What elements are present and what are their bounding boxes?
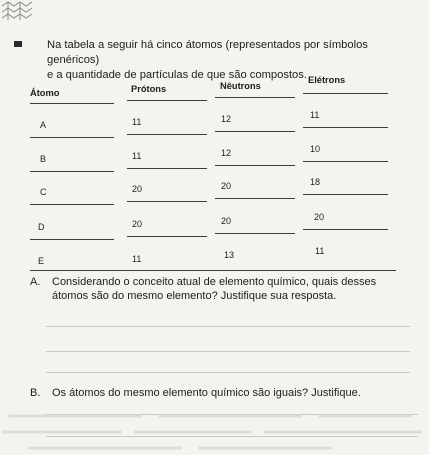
- row-rule: [127, 236, 207, 237]
- row-rule: [215, 165, 295, 166]
- header-rule: [30, 103, 114, 104]
- row-rule: [303, 161, 388, 162]
- question-b-letter: B.: [30, 387, 41, 399]
- question-b: [30, 386, 420, 400]
- header-rule: [303, 93, 388, 94]
- cell-eletrons-d: 20: [314, 212, 325, 222]
- header-neutrons: Nêutrons: [220, 81, 261, 91]
- cell-protons-d: 20: [132, 219, 143, 229]
- row-rule: [127, 168, 207, 169]
- row-rule: [303, 127, 388, 128]
- row-rule: [30, 171, 114, 172]
- cell-atom-d: D: [38, 222, 45, 232]
- atoms-table: [30, 74, 398, 274]
- cell-neutrons-c: 20: [221, 181, 232, 191]
- cell-eletrons-c: 18: [310, 177, 321, 187]
- row-rule: [215, 233, 295, 234]
- question-a-line-2: átomos são do mesmo elemento? Justifique sua resposta.: [52, 290, 337, 302]
- cell-eletrons-a: 11: [310, 110, 320, 120]
- row-rule: [215, 131, 295, 132]
- bleed-through-texture: [0, 404, 429, 455]
- header-atomo: Átomo: [30, 88, 60, 98]
- intro-line-2: e a quantidade de partículas de que são compostos.: [47, 69, 307, 81]
- cell-atom-e: E: [38, 256, 45, 266]
- cell-atom-c: C: [40, 187, 47, 197]
- answer-line: [46, 372, 410, 373]
- cell-neutrons-b: 12: [221, 148, 232, 158]
- header-rule: [127, 100, 207, 101]
- cell-protons-c: 20: [132, 184, 143, 194]
- row-rule: [303, 229, 388, 230]
- question-a-line-1: Considerando o conceito atual de elemento químico, quais desses: [52, 276, 377, 288]
- question-a: [30, 275, 410, 303]
- header-eletrons: Elétrons: [308, 75, 346, 85]
- corner-hatch-decoration: [0, 0, 40, 22]
- table-bottom-rule: [30, 270, 396, 271]
- question-a-letter: A.: [30, 276, 41, 288]
- cell-neutrons-d: 20: [221, 216, 232, 226]
- cell-eletrons-e: 11: [315, 246, 325, 256]
- cell-protons-e: 11: [132, 254, 142, 264]
- cell-neutrons-a: 12: [221, 114, 232, 124]
- answer-line: [46, 326, 410, 327]
- row-rule: [127, 201, 207, 202]
- row-rule: [215, 198, 295, 199]
- question-b-line-1: Os átomos do mesmo elemento químico são iguais? Justifique.: [52, 387, 361, 399]
- cell-atom-a: A: [40, 120, 47, 130]
- row-rule: [30, 137, 114, 138]
- row-rule: [127, 134, 207, 135]
- cell-protons-a: 11: [132, 117, 142, 127]
- cell-atom-b: B: [40, 154, 47, 164]
- cell-eletrons-b: 10: [310, 144, 321, 154]
- intro-line-1: Na tabela a seguir há cinco átomos (representados por símbolos genéricos): [47, 39, 368, 66]
- header-protons: Prótons: [131, 84, 167, 94]
- row-rule: [30, 204, 114, 205]
- question-marker: [14, 41, 22, 47]
- cell-neutrons-e: 13: [224, 250, 235, 260]
- header-rule: [215, 97, 295, 98]
- row-rule: [30, 239, 114, 240]
- row-rule: [303, 194, 388, 195]
- cell-protons-b: 11: [132, 151, 142, 161]
- answer-line: [46, 351, 410, 352]
